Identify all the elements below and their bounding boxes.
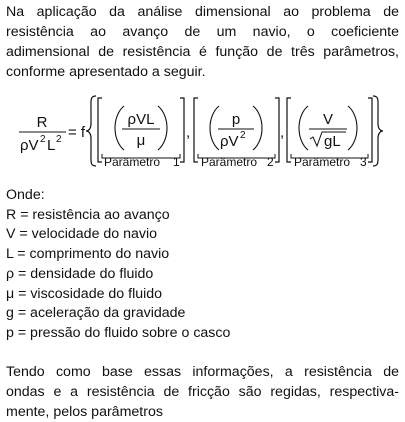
p2-denominator-base: ρV: [220, 133, 239, 150]
p2-left-bracket: [194, 98, 198, 162]
p3-numerator: V: [322, 111, 334, 128]
p1-index: 1: [173, 155, 180, 169]
p3-label: Parâmetro: [294, 155, 351, 169]
lhs-numerator: R: [36, 114, 48, 131]
lhs-denominator-base: ρV: [20, 137, 39, 154]
definition-item: μ = viscosidade do fluido: [6, 285, 163, 302]
p3-index: 3: [360, 155, 367, 169]
p1-label: Parâmetro: [104, 155, 161, 169]
resistance-formula: [0, 90, 405, 172]
p1-left-paren: [115, 106, 124, 150]
p3-denominator: gL: [324, 133, 341, 150]
p1-right-paren: [158, 106, 167, 150]
intro-line: adimensional de resistência é função de três parâmetros,: [6, 44, 399, 60]
outer-right-brace: [373, 96, 383, 166]
intro-line: Na aplicação da análise dimensional ao problema de: [6, 4, 399, 20]
p2-left-paren: [210, 106, 219, 150]
p2-numerator: p: [231, 111, 241, 128]
p2-index: 2: [267, 155, 274, 169]
p3-right-paren: [348, 106, 357, 150]
definition-item: L = comprimento do navio: [6, 246, 170, 263]
outro-line: mente, pelos parâmetros: [6, 404, 163, 420]
p2-right-bracket: [275, 98, 279, 162]
separator-comma-2: ,: [280, 124, 285, 141]
intro-paragraph: [6, 2, 399, 82]
intro-line: resistência ao avanço de um navio, o coeficiente: [6, 24, 399, 40]
p2-label: Parâmetro: [201, 155, 258, 169]
p2-right-paren: [253, 106, 262, 150]
intro-line: conforme apresentado a seguir.: [6, 64, 206, 80]
lhs-denominator-L: L: [47, 137, 56, 154]
p3-left-bracket: [287, 98, 291, 162]
formula-graphic: [0, 90, 405, 172]
definition-item: R = resistência ao avanço: [6, 206, 170, 223]
definition-item: g = aceleração da gravidade: [6, 305, 186, 322]
p2-denominator-exp: 2: [240, 130, 246, 141]
p1-denominator: μ: [136, 132, 146, 149]
outro-line: ondas e a resistência de fricção são regidas, respectiva-: [6, 384, 399, 400]
outro-line: Tendo como base essas informações, a resistência de: [6, 364, 399, 380]
equals-f: = f: [68, 124, 86, 141]
definition-item: ρ = densidade do fluido: [6, 265, 154, 282]
definitions-list: [6, 186, 230, 344]
p3-left-paren: [299, 106, 308, 150]
definitions-heading: Onde:: [6, 187, 45, 203]
outer-left-brace: [86, 96, 96, 166]
p1-numerator: ρVL: [127, 111, 155, 128]
lhs-denominator-exp1: 2: [40, 134, 46, 145]
p1-left-bracket: [98, 98, 102, 162]
outro-paragraph: [6, 362, 399, 422]
lhs-denominator-exp2: 2: [56, 134, 62, 145]
definition-item: V = velocidade do navio: [6, 226, 158, 243]
separator-comma-1: ,: [186, 124, 191, 141]
definition-item: p = pressão do fluido sobre o casco: [6, 324, 231, 341]
p1-right-bracket: [180, 98, 184, 162]
p3-right-bracket: [368, 98, 372, 162]
